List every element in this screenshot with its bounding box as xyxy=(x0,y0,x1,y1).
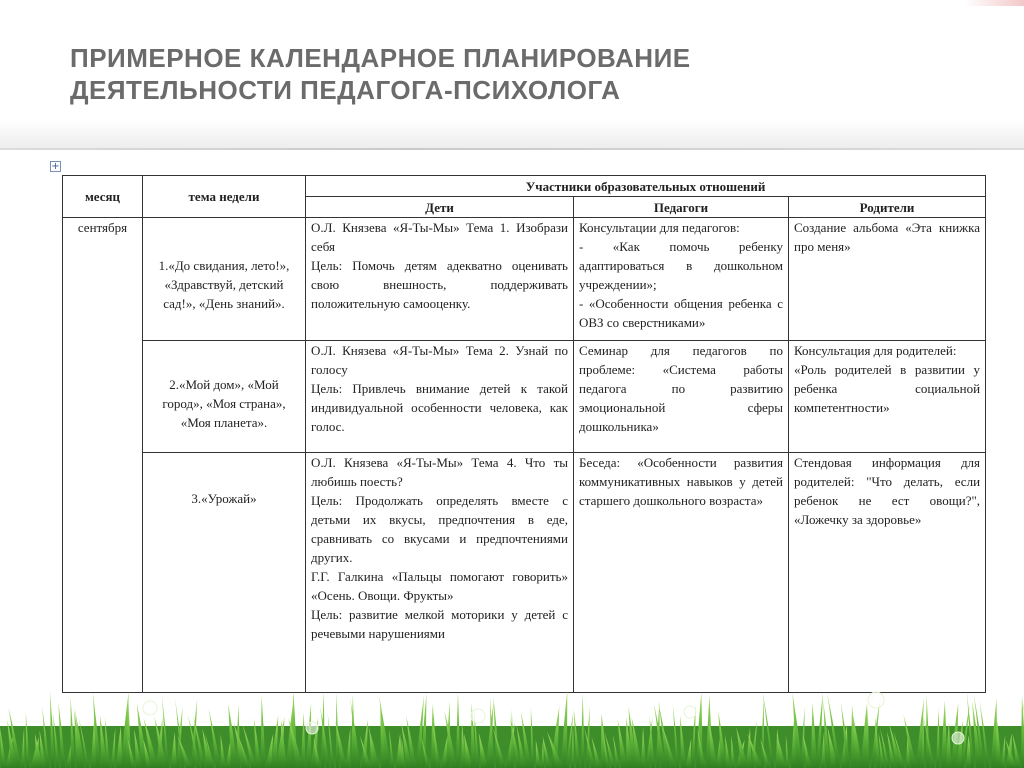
parents-item: «Роль родителей в развитии у ребенка социальной компетентности» xyxy=(794,362,981,415)
teachers-cell xyxy=(574,218,789,341)
children-goal: Цель: Помочь детям адекватно оценивать свою внешность, поддерживать положительную самооценку. xyxy=(311,258,568,311)
children-activity: О.Л. Князева «Я-Ты-Мы» Тема 4. Что ты любишь поесть? xyxy=(311,455,568,489)
children-activity: Г.Г. Галкина «Пальцы помогают говорить» «Осень. Овощи. Фрукты» xyxy=(311,569,568,603)
week-topic-cell: 1.«До свидания, лето!», «Здравствуй, детский сад!», «День знаний». xyxy=(143,218,306,341)
children-cell xyxy=(306,218,574,341)
table-row xyxy=(63,453,986,693)
header-corner-accent xyxy=(964,0,1024,6)
header-week-topic: тема недели xyxy=(143,176,306,218)
teachers-cell xyxy=(574,341,789,453)
teachers-item: Консультации для педагогов: xyxy=(579,220,740,235)
children-goal: Цель: развитие мелкой моторики у детей с речевыми нарушениями xyxy=(311,607,568,641)
children-activity: О.Л. Князева «Я-Ты-Мы» Тема 1. Изобрази себя xyxy=(311,220,568,254)
header-teachers: Педагоги xyxy=(574,197,789,218)
header-children: Дети xyxy=(306,197,574,218)
parents-cell xyxy=(789,218,986,341)
children-goal: Цель: Привлечь внимание детей к такой индивидуальной особенности человека, как голос. xyxy=(311,381,568,434)
month-cell: сентября xyxy=(63,218,143,693)
week-topic-cell: 2.«Мой дом», «Мой город», «Моя страна», «Моя планета». xyxy=(143,341,306,453)
header-row-1 xyxy=(63,176,986,197)
teachers-item: Семинар для педагогов по проблеме: «Система работы педагога по развитию эмоциональной сферы дошкольника» xyxy=(579,343,783,434)
teachers-item: Беседа: «Особенности развития коммуникативных навыков у детей старшего дошкольного возраста» xyxy=(579,455,783,508)
slide-header xyxy=(0,0,1024,150)
parents-cell xyxy=(789,341,986,453)
header-parents: Родители xyxy=(789,197,986,218)
parents-item: Создание альбома «Эта книжка про меня» xyxy=(794,220,981,254)
header-month: месяц xyxy=(63,176,143,218)
header-participants: Участники образовательных отношений xyxy=(306,176,986,197)
parents-item: Консультация для родителей: xyxy=(794,343,957,358)
children-activity: О.Л. Князева «Я-Ты-Мы» Тема 2. Узнай по голосу xyxy=(311,343,568,377)
teachers-item: - «Особенности общения ребенка с ОВЗ со сверстниками» xyxy=(579,296,783,330)
children-goal: Цель: Продолжать определять вместе с детьми их вкусы, предпочтения в еде, сравнивать со вкусами и предпочтениями других. xyxy=(311,493,568,565)
planning-table xyxy=(62,175,986,693)
grass-decoration xyxy=(0,686,1024,768)
title-line-1: ПРИМЕРНОЕ КАЛЕНДАРНОЕ ПЛАНИРОВАНИЕ xyxy=(70,43,691,73)
children-cell xyxy=(306,341,574,453)
parents-item: Стендовая информация для родителей: "Что делать, если ребенок не ест овощи?", «Ложечку за здоровье» xyxy=(794,455,981,527)
teachers-item: - «Как помочь ребенку адаптироваться в дошкольном учреждении»; xyxy=(579,239,783,292)
week-topic-cell: 3.«Урожай» xyxy=(143,453,306,693)
teachers-cell xyxy=(574,453,789,693)
slide-title xyxy=(70,42,970,106)
children-cell xyxy=(306,453,574,693)
parents-cell xyxy=(789,453,986,693)
table-row xyxy=(63,341,986,453)
table-row xyxy=(63,218,986,341)
title-line-2: ДЕЯТЕЛЬНОСТИ ПЕДАГОГА-ПСИХОЛОГА xyxy=(70,75,621,105)
table-move-handle-icon[interactable]: + xyxy=(51,161,60,172)
header-divider xyxy=(0,148,1024,150)
